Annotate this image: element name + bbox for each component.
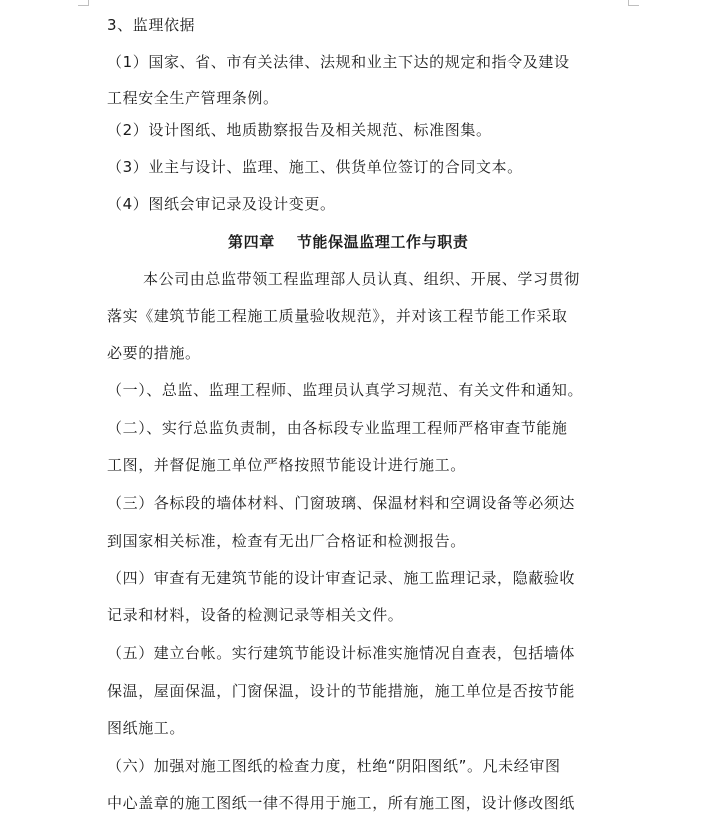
intro-line-2: 落实《建筑节能工程施工质量验收规范》，并对该工程节能工作采取 xyxy=(107,307,568,325)
basis-item-2: （2）设计图纸、地质勘察报告及相关规范、标准图集。 xyxy=(107,121,492,139)
corner-mark-right-h xyxy=(628,5,639,6)
basis-item-3: （3）业主与设计、监理、施工、供货单位签订的合同文本。 xyxy=(107,158,523,176)
chapter-number: 第四章 xyxy=(228,233,275,251)
duty-item-6-line-1: （六）加强对施工图纸的检查力度，杜绝“阴阳图纸”。凡未经审图 xyxy=(107,757,561,775)
section-3-title: 3、监理依据 xyxy=(107,16,196,34)
duty-item-3-line-1: （三）各标段的墙体材料、门窗玻璃、保温材料和空调设备等必须达 xyxy=(107,494,576,512)
duty-item-3-line-2: 到国家相关标准，检查有无出厂合格证和检测报告。 xyxy=(107,532,466,550)
duty-item-2-line-1: （二）、实行总监负责制，由各标段专业监理工程师严格审查节能施 xyxy=(107,419,568,437)
chapter-title: 节能保温监理工作与职责 xyxy=(296,233,469,251)
duty-item-2-line-2: 工图，并督促施工单位严格按照节能设计进行施工。 xyxy=(107,456,466,474)
duty-item-4-line-2: 记录和材料，设备的检测记录等相关文件。 xyxy=(107,606,404,624)
chapter-heading xyxy=(228,232,468,252)
basis-item-1-line-1: （1）国家、省、市有关法律、法规和业主下达的规定和指令及建设 xyxy=(107,53,570,71)
duty-item-5-line-2: 保温，屋面保温，门窗保温，设计的节能措施，施工单位是否按节能 xyxy=(107,682,576,700)
intro-line-1: 本公司由总监带领工程监理部人员认真、组织、开展、学习贯彻 xyxy=(143,270,580,288)
intro-line-3: 必要的措施。 xyxy=(107,344,201,362)
duty-item-6-line-2: 中心盖章的施工图纸一律不得用于施工，所有施工图，设计修改图纸 xyxy=(107,794,576,812)
duty-item-5-line-1: （五）建立台帐。实行建筑节能设计标准实施情况自查表，包括墙体 xyxy=(107,644,576,662)
duty-item-1: （一）、总监、监理工程师、监理员认真学习规范、有关文件和通知。 xyxy=(107,381,584,399)
duty-item-5-line-3: 图纸施工。 xyxy=(107,719,186,737)
duty-item-4-line-1: （四）审查有无建筑节能的设计审查记录、施工监理记录，隐蔽验收 xyxy=(107,569,576,587)
corner-mark-left-h xyxy=(78,5,89,6)
basis-item-1-line-2: 工程安全生产管理条例。 xyxy=(107,89,279,107)
basis-item-4: （4）图纸会审记录及设计变更。 xyxy=(107,195,336,213)
